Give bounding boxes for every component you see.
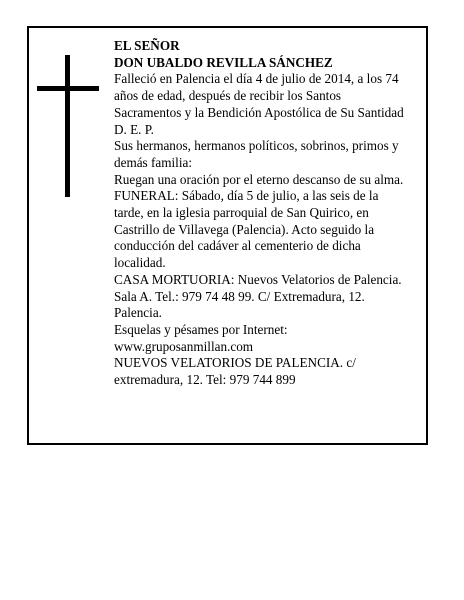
body-line: FUNERAL: Sábado, día 5 de julio, a las seis de la: [114, 188, 379, 204]
body-line: tarde, en la iglesia parroquial de San Quirico, en: [114, 205, 369, 221]
body-line: años de edad, después de recibir los Santos: [114, 88, 342, 104]
body-line: Palencia.: [114, 305, 162, 321]
cross-horizontal-bar: [37, 86, 99, 91]
body-line: localidad.: [114, 255, 166, 271]
body-line: CASA MORTUORIA: Nuevos Velatorios de Palencia.: [114, 271, 402, 287]
website-link: www.gruposanmillan.com: [114, 338, 254, 354]
body-line: demás familia:: [114, 154, 192, 170]
body-line: Falleció en Palencia el día 4 de julio de 2014, a los 74: [114, 71, 399, 87]
body-line: Sus hermanos, hermanos políticos, sobrinos, primos y: [114, 138, 399, 154]
body-line: Sacramentos y la Bendición Apostólica de Su Santidad: [114, 104, 404, 120]
body-line: conducción del cadáver al cementerio de dicha: [114, 238, 361, 254]
body-line: Ruegan una oración por el eterno descanso de su alma.: [114, 171, 404, 187]
cross-vertical-bar: [65, 55, 70, 197]
deceased-name: DON UBALDO REVILLA SÁNCHEZ: [114, 54, 333, 70]
latin-cross-icon: [37, 55, 99, 197]
body-line: Esquelas y pésames por Internet:: [114, 321, 288, 337]
body-line: Castrillo de Villavega (Palencia). Acto seguido la: [114, 221, 375, 237]
title-line: EL SEÑOR: [114, 38, 180, 53]
obituary-text: [114, 38, 418, 389]
body-line: extremadura, 12. Tel: 979 744 899: [114, 372, 296, 388]
body-line: NUEVOS VELATORIOS DE PALENCIA. c/: [114, 355, 356, 371]
body-line: D. E. P.: [114, 121, 154, 137]
body-line: Sala A. Tel.: 979 74 48 99. C/ Extremadura, 12.: [114, 288, 365, 304]
